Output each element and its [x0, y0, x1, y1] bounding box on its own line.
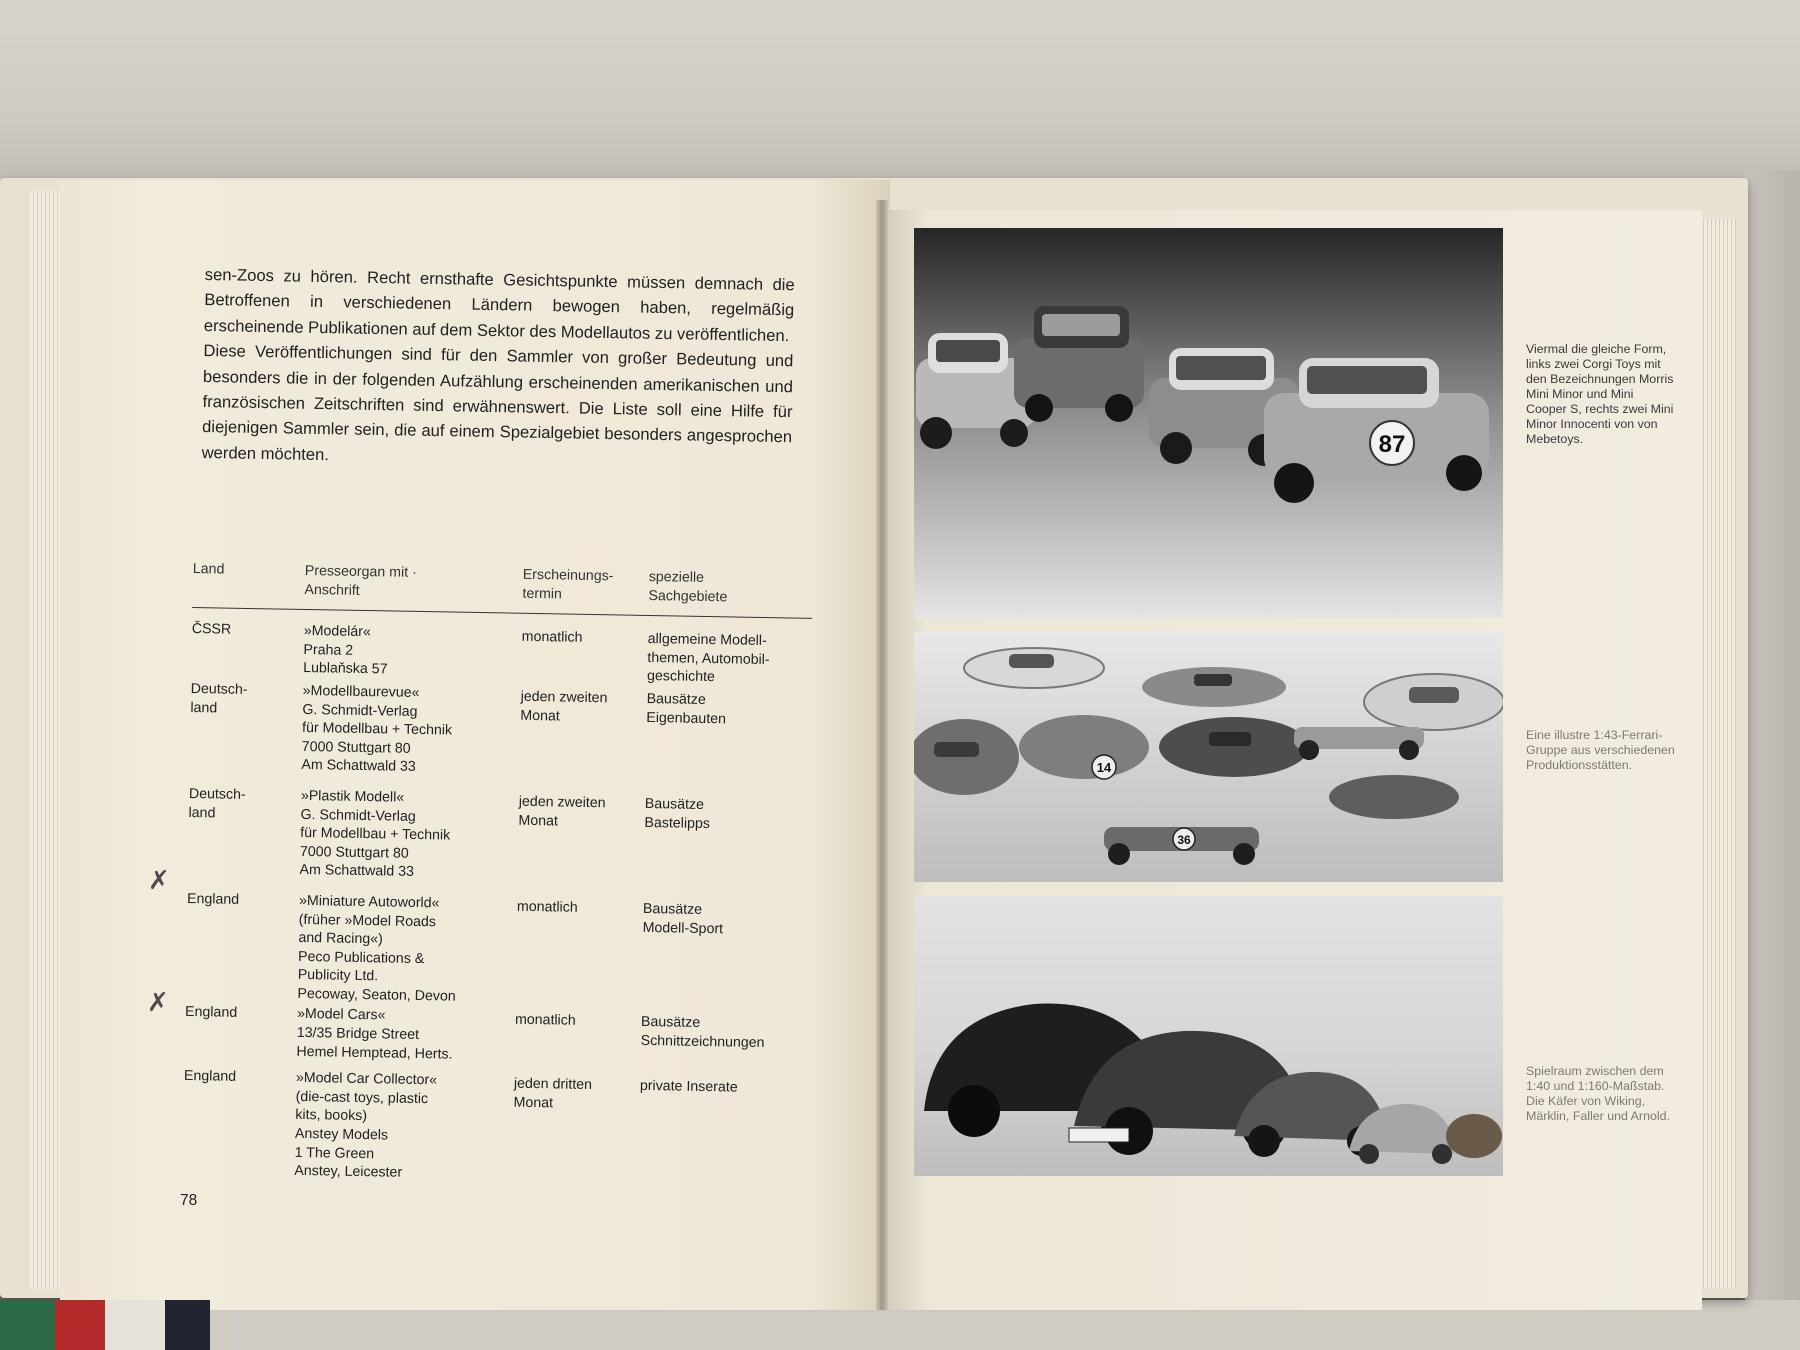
cell-organ: »Modellbaurevue« G. Schmidt-Verlag für Modellbau + Technik 7000 Stuttgart 80 Am Schattwald 33: [301, 682, 453, 776]
toy-car-ferrari-1: [964, 648, 1104, 688]
table-row: [187, 773, 809, 889]
cell-land: Deutsch- land: [188, 785, 246, 821]
cell-organ: »Model Car Collector« (die-cast toys, plastic kits, books) Anstey Models 1 The Green Anstey, Leicester: [294, 1070, 438, 1181]
page-number: 78: [180, 1192, 198, 1209]
toy-car-ferrari-3: [1364, 674, 1503, 730]
stack-book-white: [105, 1300, 165, 1350]
paragraph-2: Diese Veröffentlichungen sind für den Sammler von großer Bedeutung und besonders die in der folgenden Aufzählung erscheinenden amerikanischen und französischen Zeitschriften sind erwähnenswert. Die Liste soll eine Hilfe für diejenigen Sammler sein, die auf einem Spezialgebiet besonders angesprochen werden möchten.: [201, 341, 794, 465]
body-text: [201, 262, 794, 476]
photo-beetle-models: [914, 896, 1503, 1176]
paragraph-1: sen-Zoos zu hören. Recht ernsthafte Gesichtspunkte müssen demnach die Betroffenen in verschiedenen Ländern bewogen haben, regelmäßig erscheinende Publikationen auf dem Sektor des Modellautos zu veröffentlichen.: [203, 264, 795, 346]
cell-organ: »Miniature Autoworld« (früher »Model Roads and Racing«) Peco Publications & Publicity Ltd. Pecoway, Seaton, Devon: [297, 892, 456, 1005]
pencil-checkmark-icon: ✗: [147, 988, 169, 1018]
book-stack-below: [0, 1300, 210, 1350]
toy-car-ferrari-6: [1159, 717, 1309, 777]
header-land: Land: [192, 560, 225, 578]
cell-termin: monatlich: [521, 628, 583, 646]
cell-termin: monatlich: [516, 898, 578, 916]
header-organ: Presseorgan mit · Anschrift: [304, 562, 417, 599]
cell-land: ČSSR: [191, 621, 232, 638]
cell-gebiete: Bausätze Eigenbauten: [646, 690, 727, 727]
table-row: [182, 1059, 804, 1189]
cell-gebiete: Bausätze Schnittzeichnungen: [640, 1014, 765, 1052]
table-row: [191, 608, 812, 689]
cell-gebiete: Bausätze Bastelipps: [644, 795, 711, 832]
cell-land: England: [186, 890, 240, 908]
stack-book-red: [55, 1300, 105, 1350]
race-number-label: 87: [1378, 431, 1406, 458]
caption-photo-2: Eine illustre 1:43-Ferrari-Gruppe aus verschiedenen Produktionsstätten.: [1526, 728, 1675, 772]
header-gebiete: spezielle Sachgebiete: [648, 568, 728, 605]
cell-organ: »Model Cars« 13/35 Bridge Street Hemel Hemptead, Herts.: [296, 1006, 453, 1063]
cell-gebiete: private Inserate: [639, 1078, 738, 1096]
cell-termin: jeden zweiten Monat: [520, 688, 608, 724]
caption-photo-3: Spielraum zwischen dem 1:40 und 1:160-Maßstab. Die Käfer von Wiking, Märklin, Faller und Arnold.: [1526, 1064, 1670, 1123]
cell-gebiete: allgemeine Modell- themen, Automobil- geschichte: [646, 631, 770, 686]
photo-ferrari-models: [914, 632, 1503, 882]
header-termin: Erscheinungs- termin: [522, 566, 614, 603]
toy-car-ferrari-2: [1142, 667, 1286, 707]
table-row: [189, 678, 811, 784]
cell-termin: jeden dritten Monat: [513, 1075, 593, 1112]
cell-gebiete: Bausätze Modell-Sport: [642, 900, 724, 937]
cell-termin: monatlich: [514, 1012, 576, 1030]
cell-land: England: [184, 1004, 238, 1022]
toy-car-ferrari-7: [1329, 775, 1459, 819]
table-row: [185, 878, 807, 1012]
table-surface: [0, 0, 1800, 200]
stack-book-green: [0, 1300, 55, 1350]
caption-photo-1: Viermal die gleiche Form, links zwei Corgi Toys mit den Bezeichnungen Morris Mini Minor und Mini Cooper S, rechts zwei Mini Minor Innocenti von von Mebetoys.: [1526, 342, 1674, 446]
table-row: [184, 1001, 805, 1070]
cell-land: Deutsch- land: [190, 680, 248, 717]
publications-table: [182, 560, 813, 1190]
pencil-checkmark-icon: ✗: [148, 866, 170, 896]
toy-car-ferrari-4: [914, 719, 1019, 795]
photo-mini-models: [914, 228, 1503, 618]
cell-organ: »Plastik Modell« G. Schmidt-Verlag für Modellbau + Technik 7000 Stuttgart 80 Am Schattwald 33: [299, 787, 451, 881]
page-edges-right: [1700, 218, 1736, 1288]
table-surface-right: [1745, 170, 1800, 1320]
cell-organ: »Modelár« Praha 2 Lublaňska 57: [302, 623, 388, 678]
cell-land: England: [183, 1068, 237, 1086]
cell-termin: jeden zweiten Monat: [518, 793, 606, 829]
race-number-label: 14: [1096, 760, 1112, 775]
toy-car-ferrari-5: [1019, 715, 1149, 779]
book-gutter: [876, 200, 888, 1310]
toy-accessory-tree: [1446, 1114, 1502, 1158]
race-number-label: 36: [1177, 833, 1191, 847]
stack-book-dark: [165, 1300, 210, 1350]
